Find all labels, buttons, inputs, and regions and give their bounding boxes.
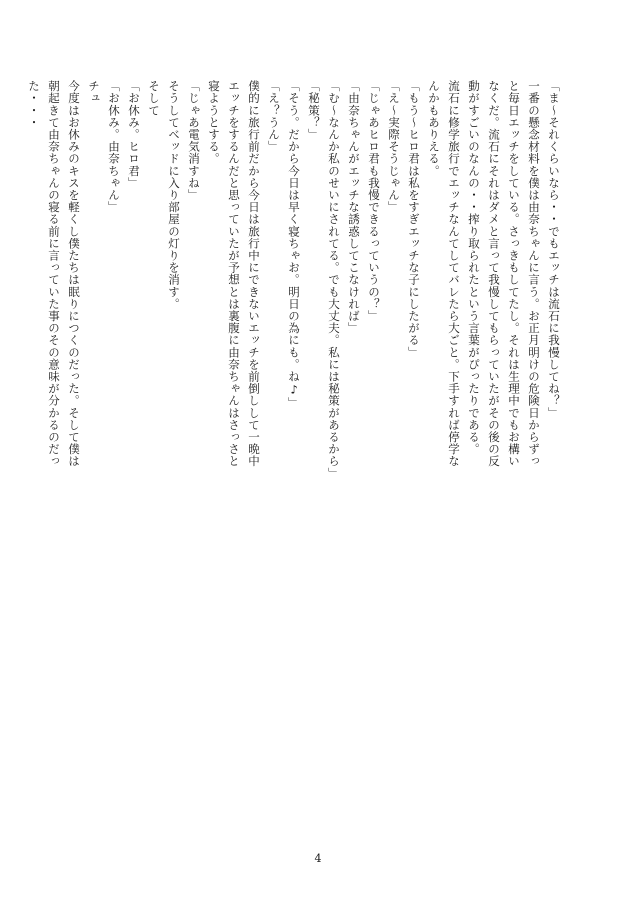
text-line: なくだ。流石にそれはダメと言って我慢してもらっていたがその後の反 bbox=[487, 80, 501, 468]
page-number: 4 bbox=[314, 852, 322, 865]
text-line: んかもありえる。 bbox=[427, 80, 441, 177]
text-line: エッチをするんだと思っていたが予想とは裏腹に由奈ちゃんはさっさと bbox=[227, 80, 241, 468]
text-line: 「秘策？」 bbox=[307, 80, 321, 141]
text-line: 「お休み。由奈ちゃん」 bbox=[107, 80, 121, 214]
text-line: 朝起きて由奈ちゃんの寝る前に言っていた事のその意味が分かるのだっ bbox=[47, 80, 61, 468]
text-line: 「む～なんか私のせいにされてる。でも大丈夫。私には秘策があるから」 bbox=[327, 80, 341, 480]
text-line: 動がすごいのなんの・・搾り取られたという言葉がぴったりである。 bbox=[467, 80, 481, 456]
text-line: 「もう～ヒロ君は私をすぎエッチな子にしたがる」 bbox=[407, 80, 421, 359]
text-line: 流石に修学旅行でエッチなんてしてバレたら大ごと。下手すれば停学な bbox=[447, 80, 461, 468]
text-line: そうしてベッドに入り部屋の灯りを消す。 bbox=[167, 80, 181, 310]
text-line: 「ま～それくらいなら・・でもエッチは流石に我慢してね？」 bbox=[547, 80, 561, 419]
text-line: た・・・ bbox=[27, 80, 41, 129]
vertical-text-body bbox=[24, 80, 564, 760]
text-line: 「お休み。ヒロ君」 bbox=[127, 80, 141, 189]
text-line: チュ bbox=[87, 80, 101, 105]
text-line: 「え？うん」 bbox=[267, 80, 281, 153]
text-line: 「そう。だから今日は早く寝ちゃお。明日の為にも。ね♪」 bbox=[287, 80, 301, 410]
text-line: 僕的に旅行前だから今日は旅行中にできないエッチを前倒しして一晩中 bbox=[247, 80, 261, 468]
text-line: 一番の懸念材料を僕は由奈ちゃんに言う。お正月明けの危険日からずっ bbox=[527, 80, 541, 468]
text-line: 「じゃあヒロ君も我慢できるっていうの？」 bbox=[367, 80, 381, 322]
text-line: 今度はお休みのキスを軽くし僕たちは眠りにつくのだった。そして僕は bbox=[67, 80, 81, 468]
text-line: と毎日エッチをしている。さっきもしてたし。それは生理中でもお構い bbox=[507, 80, 521, 468]
text-line: そして bbox=[147, 80, 161, 117]
text-line: 「由奈ちゃんがエッチな誘惑してこなければ」 bbox=[347, 80, 361, 335]
text-line: 「じゃあ電気消すね」 bbox=[187, 80, 201, 201]
text-line: 「え～実際そうじゃん」 bbox=[387, 80, 401, 214]
text-line: 寝ようとする。 bbox=[207, 80, 221, 165]
